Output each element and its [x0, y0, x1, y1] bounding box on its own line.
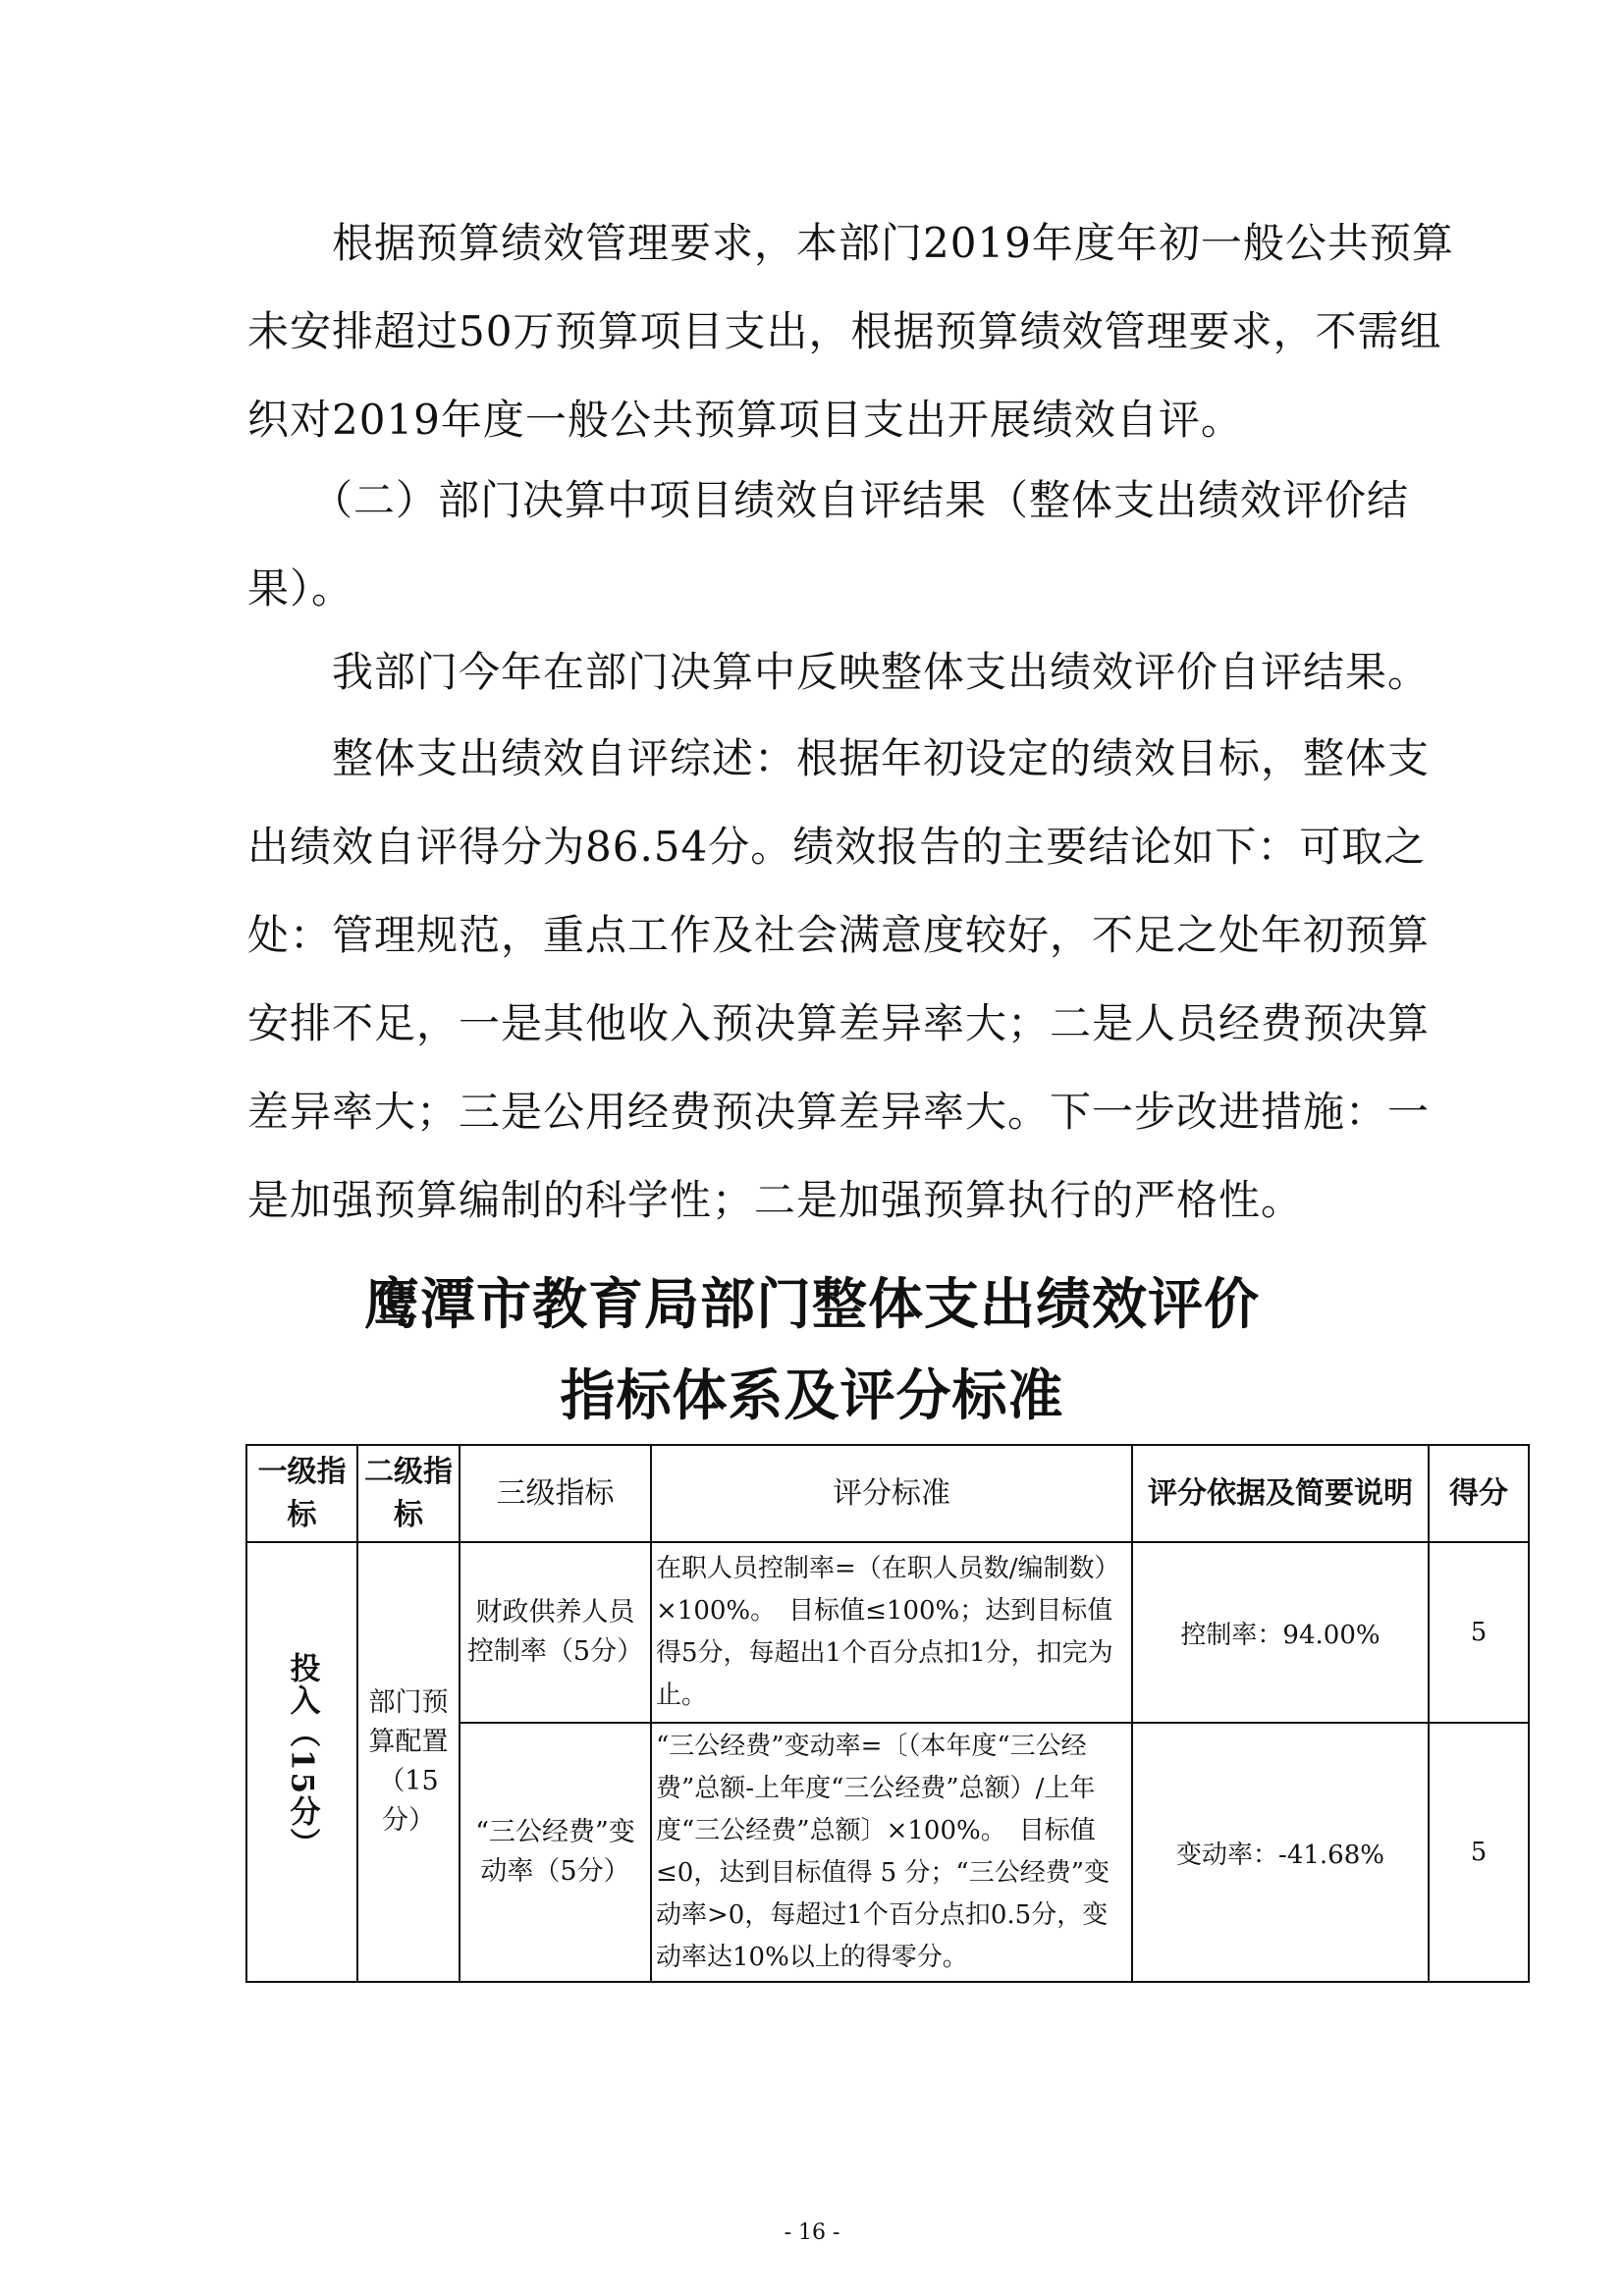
score-cell: 5	[1429, 1542, 1529, 1723]
table-title-line2: 指标体系及评分标准	[560, 1364, 1064, 1428]
criteria-cell: 在职人员控制率=（在职人员数/编制数）×100%。 目标值≤100%；达到目标值得5分，每超出1个百分点扣1分，扣完为止。	[651, 1542, 1132, 1723]
header-score: 得分	[1429, 1445, 1529, 1542]
paragraph-self-evaluation-summary	[247, 715, 1431, 1245]
table-title-line1: 鹰潭市教育局部门整体支出绩效评价	[364, 1273, 1260, 1337]
paragraph-line: 安排不足，一是其他收入预决算差异率大；二是人员经费预决算	[247, 999, 1431, 1047]
table-header-row	[246, 1445, 1529, 1542]
header-basis: 评分依据及简要说明	[1132, 1445, 1429, 1542]
section-heading-project-results	[247, 456, 1410, 633]
paragraph-line: 差异率大；三是公用经费预决算差异率大。下一步改进措施：一	[247, 1088, 1431, 1136]
paragraph-line: 处：管理规范，重点工作及社会满意度较好，不足之处年初预算	[247, 911, 1431, 959]
header-criteria: 评分标准	[651, 1445, 1132, 1542]
level2-cell: 部门预算配置（15分）	[357, 1542, 460, 1982]
header-level2: 二级指标	[357, 1445, 460, 1542]
paragraph-line: 我部门今年在部门决算中反映整体支出绩效评价自评结果。	[247, 648, 1431, 696]
paragraph-line: 未安排超过50万预算项目支出，根据预算绩效管理要求，不需组	[247, 307, 1442, 355]
paragraph-line: 整体支出绩效自评综述：根据年初设定的绩效目标，整体支	[247, 734, 1431, 782]
score-cell: 5	[1429, 1723, 1529, 1982]
paragraph-line: 果）。	[247, 564, 354, 613]
paragraph-line: 出绩效自评得分为86.54分。绩效报告的主要结论如下：可取之	[247, 823, 1427, 871]
paragraph-line: 是加强预算编制的科学性；二是加强预算执行的严格性。	[247, 1176, 1304, 1224]
paragraph-reflection-note	[247, 628, 1431, 717]
level3-cell: 财政供养人员控制率（5分）	[460, 1542, 651, 1723]
criteria-cell: “三公经费”变动率=〔（本年度“三公经费”总额-上年度“三公经费”总额）/上年度“三公经费”总额〕×100%。 目标值≤0，达到目标值得 5 分；“三公经费”变动率>0，每超过1个百分点扣0.5分，变动率达10%以上的得零分。	[651, 1723, 1132, 1982]
table-row	[246, 1542, 1529, 1723]
paragraph-line: 织对2019年度一般公共预算项目支出开展绩效自评。	[247, 396, 1243, 444]
level1-cell	[246, 1542, 357, 1982]
scoring-standard-table	[245, 1444, 1530, 1983]
paragraph-budget-note	[247, 199, 1454, 464]
paragraph-line: （二）部门决算中项目绩效自评结果（整体支出绩效评价结	[247, 476, 1410, 524]
header-level3: 三级指标	[460, 1445, 651, 1542]
page-number: - 16 -	[784, 2220, 840, 2245]
basis-cell: 控制率：94.00%	[1132, 1542, 1429, 1723]
level3-cell: “三公经费”变动率（5分）	[460, 1723, 651, 1982]
basis-cell: 变动率：-41.68%	[1132, 1723, 1429, 1982]
paragraph-line: 根据预算绩效管理要求，本部门2019年度年初一般公共预算	[247, 219, 1454, 267]
level1-label: 投入（15分）	[284, 1651, 320, 1861]
header-level1: 一级指标	[246, 1445, 357, 1542]
